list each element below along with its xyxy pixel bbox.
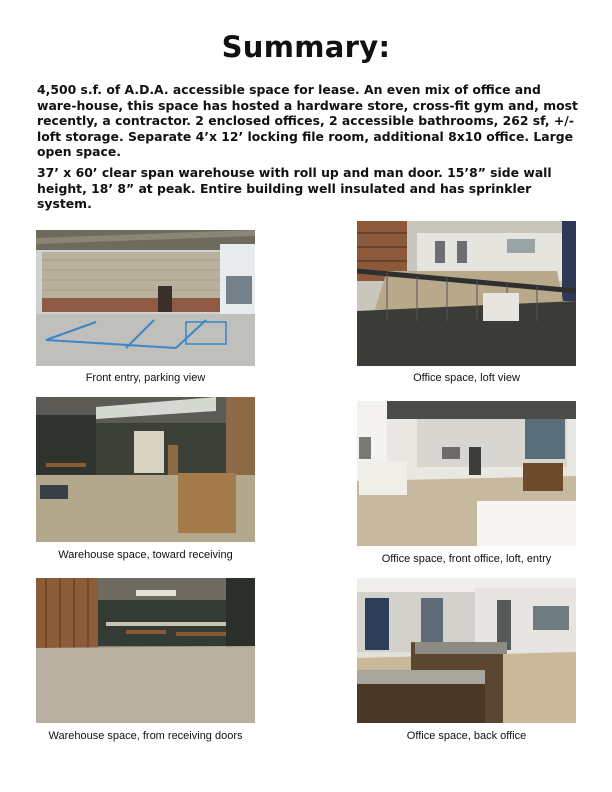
photo-office-back — [357, 578, 576, 723]
summary-paragraph-1: 4,500 s.f. of A.D.A. accessible space for lease. An even mix of office and ware-house, this space has hosted a hardware store, cross-fit gym and, most recently, a contractor. 2 enclosed offices, 2 accessible bathrooms, 262 sf, +/- loft storage. Separate 4’x 12’ locking file room, additional 8x10 office. Large open space. — [37, 82, 578, 160]
photo-office-loft-view — [357, 221, 576, 366]
page-title: Summary: — [221, 30, 391, 64]
photo-front-entry — [36, 230, 255, 366]
photo-warehouse-from-doors — [36, 578, 255, 723]
photo-caption: Office space, loft view — [413, 372, 520, 384]
photo-caption: Office space, front office, loft, entry — [381, 553, 552, 565]
photo-caption: Warehouse space, from receiving doors — [48, 730, 243, 742]
photo-caption: Warehouse space, toward receiving — [58, 549, 233, 561]
photo-caption: Front entry, parking view — [85, 372, 206, 384]
photo-office-front — [357, 401, 576, 546]
photo-warehouse-receiving — [36, 397, 255, 542]
summary-paragraph-2: 37’ x 60’ clear span warehouse with roll up and man door. 15’8” side wall height, 18’ 8” at peak. Entire building well insulated and has sprinkler system. — [37, 165, 552, 212]
photo-caption: Office space, back office — [406, 730, 527, 742]
